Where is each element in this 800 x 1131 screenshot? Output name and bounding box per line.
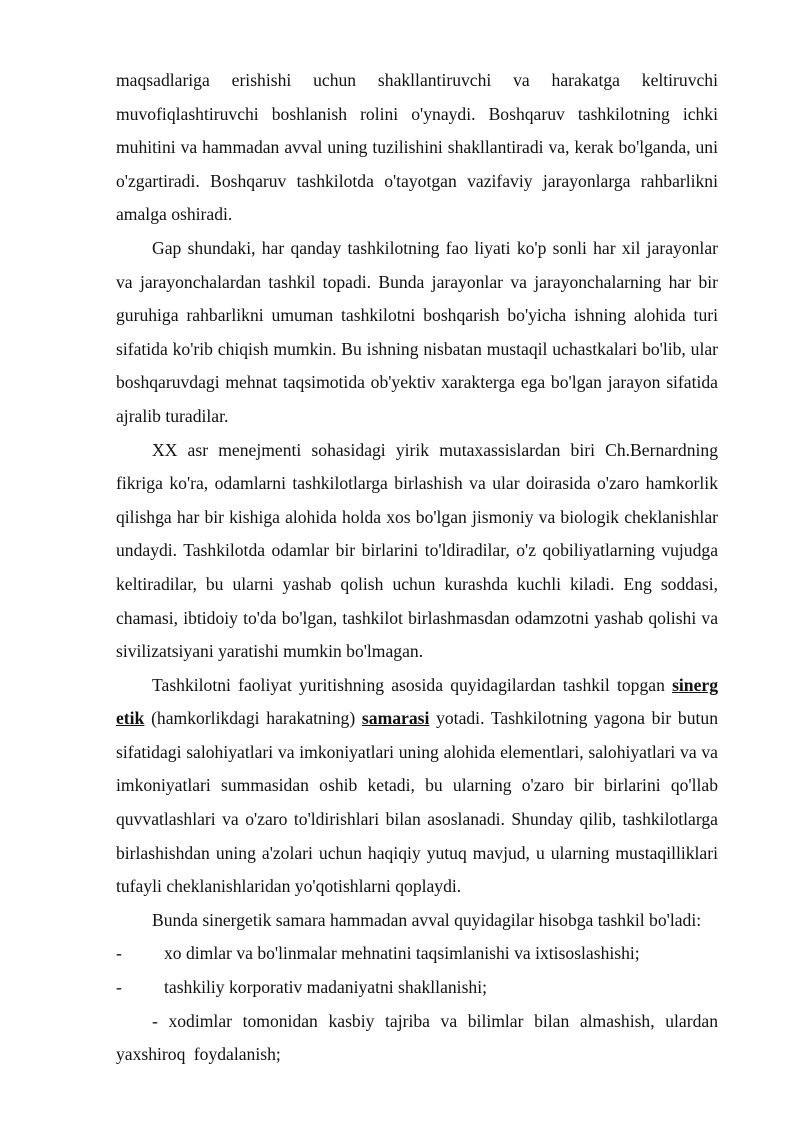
sinergetik-link[interactable]: sinerg etik: [116, 674, 718, 729]
list-item-text: xo dimlar va bo'linmalar mehnatini taqsimlanishi va ixtisoslashishi;: [164, 943, 640, 964]
list-item: [116, 937, 718, 971]
list-item: [116, 971, 718, 1005]
paragraph-4-text-a: Tashkilotni faoliyat yuritishning asosida quyidagilardan tashkil topgan: [152, 674, 673, 695]
list-item-text: tashkiliy korporativ madaniyatni shakllanishi;: [164, 977, 487, 998]
paragraph-3: XX asr menejmenti sohasidagi yirik mutaxassislardan biri Ch.Bernardning fikriga ko'ra, odamlarni tashkilotlarga birlashish va ular doirasida o'zaro hamkorlik qilishga har bir kishiga alohida holda xos bo'lgan jismoniy va biologik cheklanishlar undaydi. Tashkilotda odamlar bir birlarini to'ldiradilar, o'z qobiliyatlarning vujudga keltiradilar, bu ularni yashab qolish uchun kurashda kuchli kiladi. Eng soddasi, chamasi, ibtidoiy to'da bo'lgan, tashkilot birlashmasdan odamzotni yashab qolishi va sivilizatsiyani yaratishi mumkin bo'lmagan.: [116, 439, 718, 662]
list-item-3: - xodimlar tomonidan kasbiy tajriba va bilimlar bilan almashish, ulardan yaxshiroq foydalanish;: [116, 1010, 718, 1065]
paragraph-4-text-c: yotadi. Tashkilotning yagona bir butun sifatidagi salohiyatlari va imkoniyatlari uning alohida elementlari, salohiyatlari va va imkoniyatlari summasidan oshib ketadi, bu ularning o'zaro bir birlarini qo'llab quvvatlashlari va o'zaro to'ldirishlari bilan asoslanadi. Shunday qilib, tashkilotlarga birlashishdan uning a'zolari uchun haqiqiy yutuq mavjud, u ularning mustaqilliklari tufayli cheklanishlaridan yo'qotishlarni qoplaydi.: [116, 708, 719, 897]
samarasi-link[interactable]: samarasi: [361, 708, 430, 729]
paragraph-5: Bunda sinergetik samara hammadan avval quyidagilar hisobga tashkil bo'ladi:: [152, 909, 702, 930]
paragraph-1: maqsadlariga erishishi uchun shakllantiruvchi va harakatga keltiruvchi muvofiqlashtiruvchi boshlanish rolini o'ynaydi. Boshqaruv tashkilotning ichki muhitini va hammadan avval uning tuzilishini shakllantiradi va, kerak bo'lganda, uni o'zgartiradi. Boshqaruv tashkilotda o'tayotgan vazifaviy jarayonlarga rahbarlikni amalga oshiradi.: [116, 70, 718, 225]
paragraph-2: Gap shundaki, har qanday tashkilotning fao liyati ko'p sonli har xil jarayonlar va jarayonchalardan tashkil topadi. Bunda jarayonlar va jarayonchalarning har bir guruhiga rahbarlikni umuman tashkilotni boshqarish bo'yicha ishning alohida turi sifatida ko'rib chiqish mumkin. Bu ishning nisbatan mustaqil uchastkalari bo'lib, ular boshqaruvdagi mehnat taqsimotida ob'yektiv xarakterga ega bo'lgan jarayon sifatida ajralib turadilar.: [116, 237, 718, 426]
paragraph-4: [116, 669, 718, 904]
list-dash: -: [116, 943, 122, 964]
list-dash: -: [116, 977, 122, 998]
paragraph-4-text-b: (hamkorlikdagi harakatning): [144, 708, 362, 729]
